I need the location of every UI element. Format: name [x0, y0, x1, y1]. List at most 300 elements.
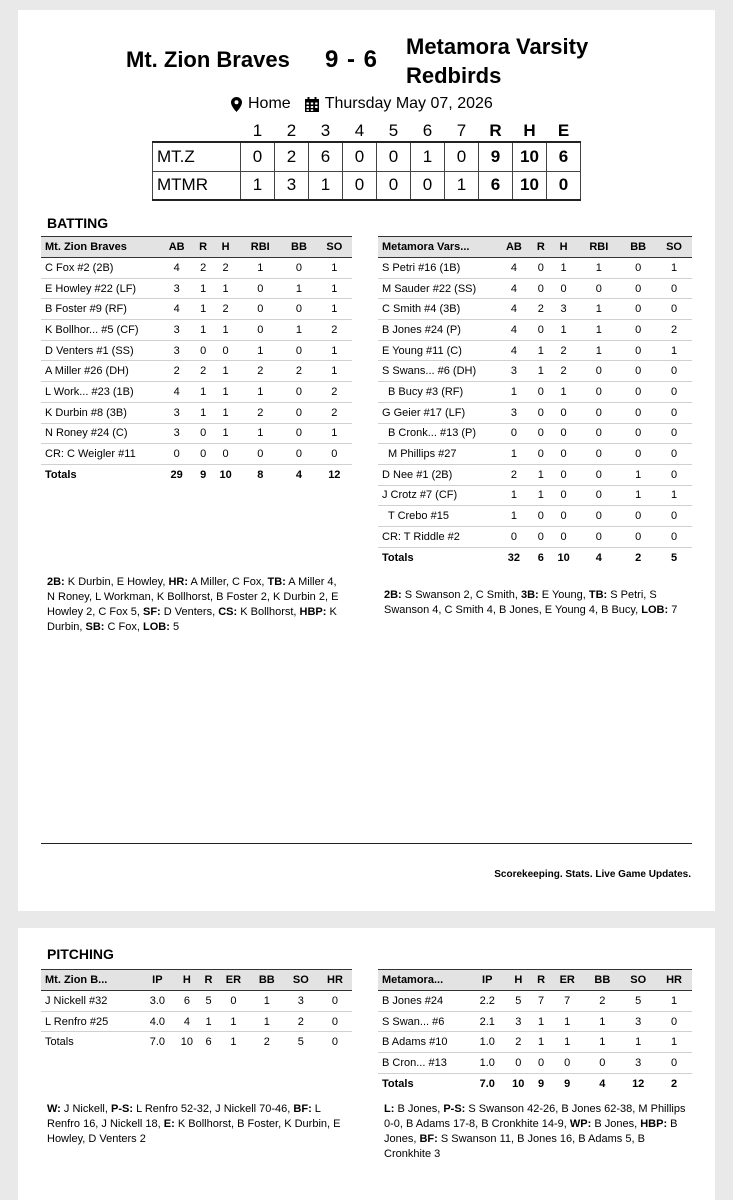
- home-team-name: Metamora Varsity Redbirds: [406, 34, 589, 88]
- player-name: L Work... #23 (1B): [41, 382, 159, 403]
- player-name: B Jones #24: [378, 991, 470, 1012]
- stats-header-row: [378, 970, 692, 991]
- stat-cell: 1: [496, 444, 532, 465]
- stat-cell: 0: [281, 299, 316, 320]
- player-name: S Swan... #6: [378, 1011, 470, 1032]
- totals-cell: 2: [263, 1036, 270, 1049]
- stat-cell: 2: [194, 258, 212, 279]
- totals-cell: 29: [170, 468, 183, 481]
- stat-cell: 3: [620, 1053, 656, 1074]
- note-text: A Miller, C Fox,: [190, 576, 265, 588]
- runs-total: 6: [479, 171, 513, 200]
- stat-cell: 1: [620, 464, 656, 485]
- stat-column-header: HR: [656, 970, 692, 991]
- note-text: B Jones,: [594, 1118, 638, 1130]
- stat-cell: 2: [159, 361, 194, 382]
- game-date: Thursday May 07, 2026: [324, 95, 493, 112]
- player-name: N Roney #24 (C): [41, 423, 159, 444]
- stat-cell: 1: [281, 278, 316, 299]
- note-label: P-S:: [111, 1103, 133, 1115]
- player-row: [378, 423, 692, 444]
- note-text: K Bollhorst,: [240, 606, 297, 618]
- stat-cell: 0: [550, 278, 578, 299]
- stat-cell: 0: [532, 382, 550, 403]
- stat-cell: 0: [239, 278, 281, 299]
- stat-cell: 0: [550, 423, 578, 444]
- stat-cell: 3: [159, 320, 194, 341]
- footer-tagline: Scorekeeping. Stats. Live Game Updates.: [494, 869, 691, 880]
- stat-cell: 1: [550, 1011, 584, 1032]
- player-name: B Bucy #3 (RF): [378, 382, 496, 403]
- player-name: CR: T Riddle #2: [378, 526, 496, 547]
- batting-table-away: [41, 236, 352, 485]
- player-name: E Howley #22 (LF): [41, 278, 159, 299]
- pitching-table-away: [41, 969, 352, 1053]
- stat-cell: 0: [656, 402, 692, 423]
- player-name: C Fox #2 (2B): [41, 258, 159, 279]
- stat-cell: 5: [504, 991, 532, 1012]
- stat-cell: 0: [239, 299, 281, 320]
- stat-cell: 1: [584, 1032, 620, 1053]
- stat-column-header: BB: [620, 237, 656, 258]
- linescore-team: MTMR: [153, 171, 241, 200]
- totals-cell: 6: [205, 1036, 212, 1049]
- inning-header: 1: [252, 120, 263, 140]
- stat-cell: 4: [159, 299, 194, 320]
- note-text: K Bollhorst, B Foster, K Durbin, E Howley, D Venters 2: [47, 1118, 341, 1145]
- player-row: [41, 423, 352, 444]
- stat-cell: 0: [656, 361, 692, 382]
- note-label: LOB:: [641, 604, 669, 616]
- stat-cell: 0: [318, 1011, 352, 1032]
- stat-cell: 1: [620, 1032, 656, 1053]
- player-name: T Crebo #15: [378, 506, 496, 527]
- player-name: B Jones #24 (P): [378, 320, 496, 341]
- player-name: D Nee #1 (2B): [378, 464, 496, 485]
- stat-cell: 0: [656, 506, 692, 527]
- batting-title: BATTING: [47, 215, 109, 231]
- stat-cell: 1: [496, 382, 532, 403]
- note-text: C Fox,: [107, 621, 140, 633]
- player-row: [41, 402, 352, 423]
- stat-cell: 0: [620, 526, 656, 547]
- stat-cell: 1: [496, 506, 532, 527]
- totals-cell: 4: [595, 551, 602, 564]
- player-row: [41, 382, 352, 403]
- player-row: [378, 258, 692, 279]
- stats-header-row: [41, 237, 352, 258]
- inning-score: 1: [411, 142, 445, 171]
- stat-cell: 0: [212, 444, 239, 465]
- totals-row: [378, 1073, 692, 1094]
- inning-score: 1: [445, 171, 479, 200]
- totals-cell: 2: [671, 1077, 678, 1090]
- stat-cell: 0: [550, 1053, 584, 1074]
- player-row: [378, 1053, 692, 1074]
- stat-cell: 7: [550, 991, 584, 1012]
- stat-cell: 1: [212, 423, 239, 444]
- inning-score: 0: [445, 142, 479, 171]
- stat-cell: 0: [550, 402, 578, 423]
- totals-cell: 10: [180, 1036, 193, 1049]
- stat-cell: 5: [620, 991, 656, 1012]
- player-name: B Foster #9 (RF): [41, 299, 159, 320]
- totals-cell: 7.0: [149, 1036, 166, 1049]
- stat-cell: 0: [281, 340, 316, 361]
- stat-cell: 0: [620, 258, 656, 279]
- stat-cell: 0: [550, 506, 578, 527]
- totals-cell: 5: [670, 551, 678, 564]
- stat-cell: 1: [550, 320, 578, 341]
- linescore-row-away: [153, 142, 581, 171]
- stat-cell: 1: [656, 485, 692, 506]
- hits-total: 10: [513, 142, 547, 171]
- note-text: B Jones,: [397, 1103, 441, 1115]
- stat-cell: 0: [584, 1053, 620, 1074]
- stat-cell: 0: [550, 444, 578, 465]
- hits-total: 10: [513, 171, 547, 200]
- stat-cell: 2: [194, 361, 212, 382]
- inning-score: 3: [275, 171, 309, 200]
- note-label: HR:: [168, 576, 189, 588]
- note-text: D Venters,: [163, 606, 216, 618]
- stat-cell: 0: [577, 444, 620, 465]
- stat-cell: 4: [496, 340, 532, 361]
- stat-cell: 1: [656, 991, 692, 1012]
- stat-cell: 0: [656, 1011, 692, 1032]
- stat-cell: 0: [656, 464, 692, 485]
- player-name: B Cron... #13: [378, 1053, 470, 1074]
- stat-cell: 3: [159, 340, 194, 361]
- stat-column-header: SO: [317, 237, 352, 258]
- stat-cell: 1: [532, 361, 550, 382]
- stat-cell: 1: [550, 258, 578, 279]
- stat-cell: 1: [532, 340, 550, 361]
- team-column-header: Metamora...: [378, 970, 470, 991]
- player-row: [378, 382, 692, 403]
- stat-cell: 3: [284, 991, 318, 1012]
- stat-cell: 0: [577, 423, 620, 444]
- totals-cell: 5: [297, 1036, 304, 1049]
- stat-column-header: ER: [550, 970, 584, 991]
- stat-cell: 1: [194, 278, 212, 299]
- stat-cell: 0: [532, 402, 550, 423]
- stat-cell: 4: [496, 278, 532, 299]
- stat-cell: 1: [239, 258, 281, 279]
- note-label: 3B:: [520, 589, 539, 601]
- location-pin-icon: [231, 97, 242, 112]
- player-name: B Cronk... #13 (P): [378, 423, 496, 444]
- stat-cell: 1: [656, 340, 692, 361]
- player-row: [41, 299, 352, 320]
- stat-cell: 0: [532, 506, 550, 527]
- note-text: L Renfro 52-32, J Nickell 70-46,: [136, 1103, 291, 1115]
- player-row: [378, 320, 692, 341]
- stat-cell: 1: [212, 382, 239, 403]
- stat-cell: 1: [317, 361, 352, 382]
- stat-cell: 1: [584, 1011, 620, 1032]
- stat-cell: 0: [577, 382, 620, 403]
- totals-row: [378, 547, 692, 568]
- stat-cell: 0: [532, 526, 550, 547]
- player-row: [378, 1011, 692, 1032]
- stat-cell: 0: [550, 485, 578, 506]
- stat-cell: 1: [656, 1032, 692, 1053]
- stat-cell: 0: [532, 1053, 550, 1074]
- stat-column-header: R: [532, 970, 550, 991]
- totals-cell: 10: [219, 468, 232, 481]
- player-row: [378, 1032, 692, 1053]
- stat-cell: 0: [656, 382, 692, 403]
- note-text: B Jones,: [384, 1118, 678, 1145]
- stat-cell: 0: [532, 320, 550, 341]
- player-row: [378, 464, 692, 485]
- linescore-row-home: [153, 171, 581, 200]
- stat-cell: 0: [577, 361, 620, 382]
- stat-cell: 0: [620, 299, 656, 320]
- stat-cell: 0: [656, 423, 692, 444]
- stat-cell: 2: [281, 361, 316, 382]
- stat-cell: 4.0: [141, 1011, 174, 1032]
- stat-cell: 0: [281, 382, 316, 403]
- stat-cell: 0: [656, 526, 692, 547]
- player-row: [41, 340, 352, 361]
- inning-score: 1: [309, 171, 343, 200]
- stat-cell: 0: [281, 444, 316, 465]
- note-label: TB:: [588, 589, 608, 601]
- stat-column-header: RBI: [577, 237, 620, 258]
- stat-column-header: H: [212, 237, 239, 258]
- stat-cell: 0: [496, 423, 532, 444]
- stat-cell: 0: [620, 402, 656, 423]
- stat-cell: 1: [317, 423, 352, 444]
- note-text: 7: [671, 604, 678, 616]
- stat-cell: 2: [656, 320, 692, 341]
- stat-cell: 4: [159, 382, 194, 403]
- player-name: B Adams #10: [378, 1032, 470, 1053]
- stat-cell: 0: [532, 423, 550, 444]
- stat-column-header: H: [174, 970, 200, 991]
- stat-cell: 0: [159, 444, 194, 465]
- stat-cell: 1.0: [470, 1032, 504, 1053]
- stat-cell: 2: [550, 340, 578, 361]
- stat-cell: 2: [284, 1011, 318, 1032]
- stat-cell: 0: [620, 320, 656, 341]
- stat-column-header: H: [550, 237, 578, 258]
- stat-cell: 0: [550, 464, 578, 485]
- stat-cell: 2: [239, 361, 281, 382]
- linescore-team: MT.Z: [153, 142, 241, 171]
- stat-cell: 0: [217, 991, 250, 1012]
- stat-column-header: IP: [141, 970, 174, 991]
- player-name: J Crotz #7 (CF): [378, 485, 496, 506]
- stat-cell: 1: [620, 485, 656, 506]
- stat-cell: 0: [532, 258, 550, 279]
- note-label: BF:: [419, 1133, 438, 1145]
- note-text: 5: [172, 621, 180, 633]
- stat-column-header: BB: [250, 970, 284, 991]
- team-column-header: Mt. Zion Braves: [41, 237, 159, 258]
- totals-cell: 7.0: [479, 1077, 495, 1090]
- stat-column-header: IP: [470, 970, 504, 991]
- stat-cell: 2.1: [470, 1011, 504, 1032]
- stat-cell: 1: [577, 340, 620, 361]
- player-row: [378, 278, 692, 299]
- stat-cell: 2: [317, 382, 352, 403]
- stat-cell: 1: [212, 320, 239, 341]
- stat-cell: 2: [317, 320, 352, 341]
- totals-label: Totals: [382, 551, 414, 564]
- stat-cell: 0: [620, 506, 656, 527]
- player-row: [41, 278, 352, 299]
- totals-cell: 2: [635, 551, 642, 564]
- stat-column-header: H: [504, 970, 532, 991]
- inning-header: 5: [388, 120, 399, 140]
- stat-cell: 1: [239, 340, 281, 361]
- note-label: 2B:: [47, 576, 65, 588]
- player-name: A Miller #26 (DH): [41, 361, 159, 382]
- stat-cell: 2: [550, 361, 578, 382]
- stat-cell: 0: [212, 340, 239, 361]
- stat-cell: 0: [620, 340, 656, 361]
- final-score: 9 - 6: [325, 46, 379, 73]
- stat-cell: 6: [174, 991, 200, 1012]
- stat-cell: 0: [239, 320, 281, 341]
- totals-row: [41, 464, 352, 485]
- player-row: [41, 444, 352, 465]
- stat-cell: 0: [194, 423, 212, 444]
- player-row: [378, 361, 692, 382]
- player-name: G Geier #17 (LF): [378, 402, 496, 423]
- stat-cell: 3: [159, 423, 194, 444]
- stat-column-header: R: [200, 970, 217, 991]
- player-name: D Venters #1 (SS): [41, 340, 159, 361]
- stats-header-row: [41, 970, 352, 991]
- stat-cell: 0: [194, 340, 212, 361]
- totals-cell: 4: [295, 468, 303, 481]
- player-row: [41, 991, 352, 1012]
- pitching-card: [18, 928, 715, 1200]
- note-text: A Miller 4, N Roney, L Workman, K Bollhorst, B Foster 2, K Durbin 2, E Howley 2, C Fox 5,: [47, 576, 339, 618]
- totals-cell: 1: [230, 1036, 237, 1049]
- stat-column-header: SO: [284, 970, 318, 991]
- inning-header: 6: [422, 120, 433, 140]
- linescore-header-row: [153, 120, 581, 142]
- stat-column-header: HR: [318, 970, 352, 991]
- stat-cell: 0: [577, 485, 620, 506]
- inning-score: 2: [275, 142, 309, 171]
- totals-cell: 12: [328, 468, 341, 481]
- stat-cell: 0: [532, 444, 550, 465]
- note-text: S Swanson 42-26, B Jones 62-38, M Phillips 0-0, B Adams 17-8, B Cronkhite 14-9,: [384, 1103, 686, 1130]
- player-name: K Bollhor... #5 (CF): [41, 320, 159, 341]
- player-row: [378, 444, 692, 465]
- stat-cell: 0: [504, 1053, 532, 1074]
- stat-column-header: AB: [496, 237, 532, 258]
- stat-column-header: R: [532, 237, 550, 258]
- stat-cell: 1: [577, 258, 620, 279]
- player-name: K Durbin #8 (3B): [41, 402, 159, 423]
- stat-cell: 1: [212, 361, 239, 382]
- player-row: [378, 485, 692, 506]
- player-name: CR: C Weigler #11: [41, 444, 159, 465]
- player-name: E Young #11 (C): [378, 340, 496, 361]
- stat-cell: 1: [317, 299, 352, 320]
- stat-cell: 1: [317, 278, 352, 299]
- stat-cell: 0: [577, 278, 620, 299]
- stat-cell: 3: [159, 278, 194, 299]
- inning-score: 0: [343, 142, 377, 171]
- errors-total: 6: [547, 142, 581, 171]
- note-label: HBP:: [640, 1118, 668, 1130]
- inning-header: 7: [456, 120, 467, 140]
- player-name: M Phillips #27: [378, 444, 496, 465]
- inning-score: 0: [241, 142, 275, 171]
- stat-cell: 0: [194, 444, 212, 465]
- note-text: E Young,: [541, 589, 586, 601]
- stat-cell: 3.0: [141, 991, 174, 1012]
- stat-cell: 1: [317, 258, 352, 279]
- totals-cell: 10: [557, 551, 570, 564]
- totals-cell: 4: [599, 1077, 606, 1090]
- note-label: E:: [163, 1118, 175, 1130]
- note-label: L:: [384, 1103, 395, 1115]
- errors-total: 0: [547, 171, 581, 200]
- stat-cell: 0: [620, 423, 656, 444]
- stat-cell: 1: [281, 320, 316, 341]
- stat-column-header: ER: [217, 970, 250, 991]
- stat-cell: 0: [577, 526, 620, 547]
- totals-cell: 12: [632, 1077, 645, 1090]
- stat-cell: 3: [620, 1011, 656, 1032]
- stat-cell: 0: [656, 299, 692, 320]
- stat-cell: 1: [496, 485, 532, 506]
- stat-cell: 2: [496, 464, 532, 485]
- stat-cell: 1: [532, 464, 550, 485]
- totals-label: Totals: [45, 1036, 74, 1049]
- stat-cell: 0: [239, 444, 281, 465]
- stat-cell: 2: [317, 402, 352, 423]
- totals-cell: 0: [331, 1036, 338, 1049]
- player-row: [41, 1011, 352, 1032]
- pitching-notes-away: [47, 1102, 352, 1147]
- stat-cell: 3: [550, 299, 578, 320]
- stat-cell: 2: [239, 402, 281, 423]
- stat-cell: 1.0: [470, 1053, 504, 1074]
- stat-cell: 0: [656, 1053, 692, 1074]
- runs-header: R: [489, 120, 502, 140]
- stat-cell: 1: [194, 299, 212, 320]
- stat-cell: 1: [250, 1011, 284, 1032]
- inning-score: 0: [343, 171, 377, 200]
- totals-row: [41, 1032, 352, 1053]
- player-row: [378, 299, 692, 320]
- player-name: J Nickell #32: [41, 991, 141, 1012]
- inning-score: 0: [411, 171, 445, 200]
- stat-cell: 4: [496, 258, 532, 279]
- batting-notes-away: [47, 575, 347, 635]
- errors-header: E: [557, 120, 570, 140]
- away-team-name: Mt. Zion Braves: [126, 47, 290, 72]
- stat-cell: 0: [281, 258, 316, 279]
- stat-cell: 0: [317, 444, 352, 465]
- stat-cell: 0: [318, 991, 352, 1012]
- calendar-icon: [305, 97, 319, 112]
- stat-cell: 1: [532, 1032, 550, 1053]
- stat-cell: 2: [584, 991, 620, 1012]
- totals-cell: 6: [537, 551, 544, 564]
- player-name: S Swans... #6 (DH): [378, 361, 496, 382]
